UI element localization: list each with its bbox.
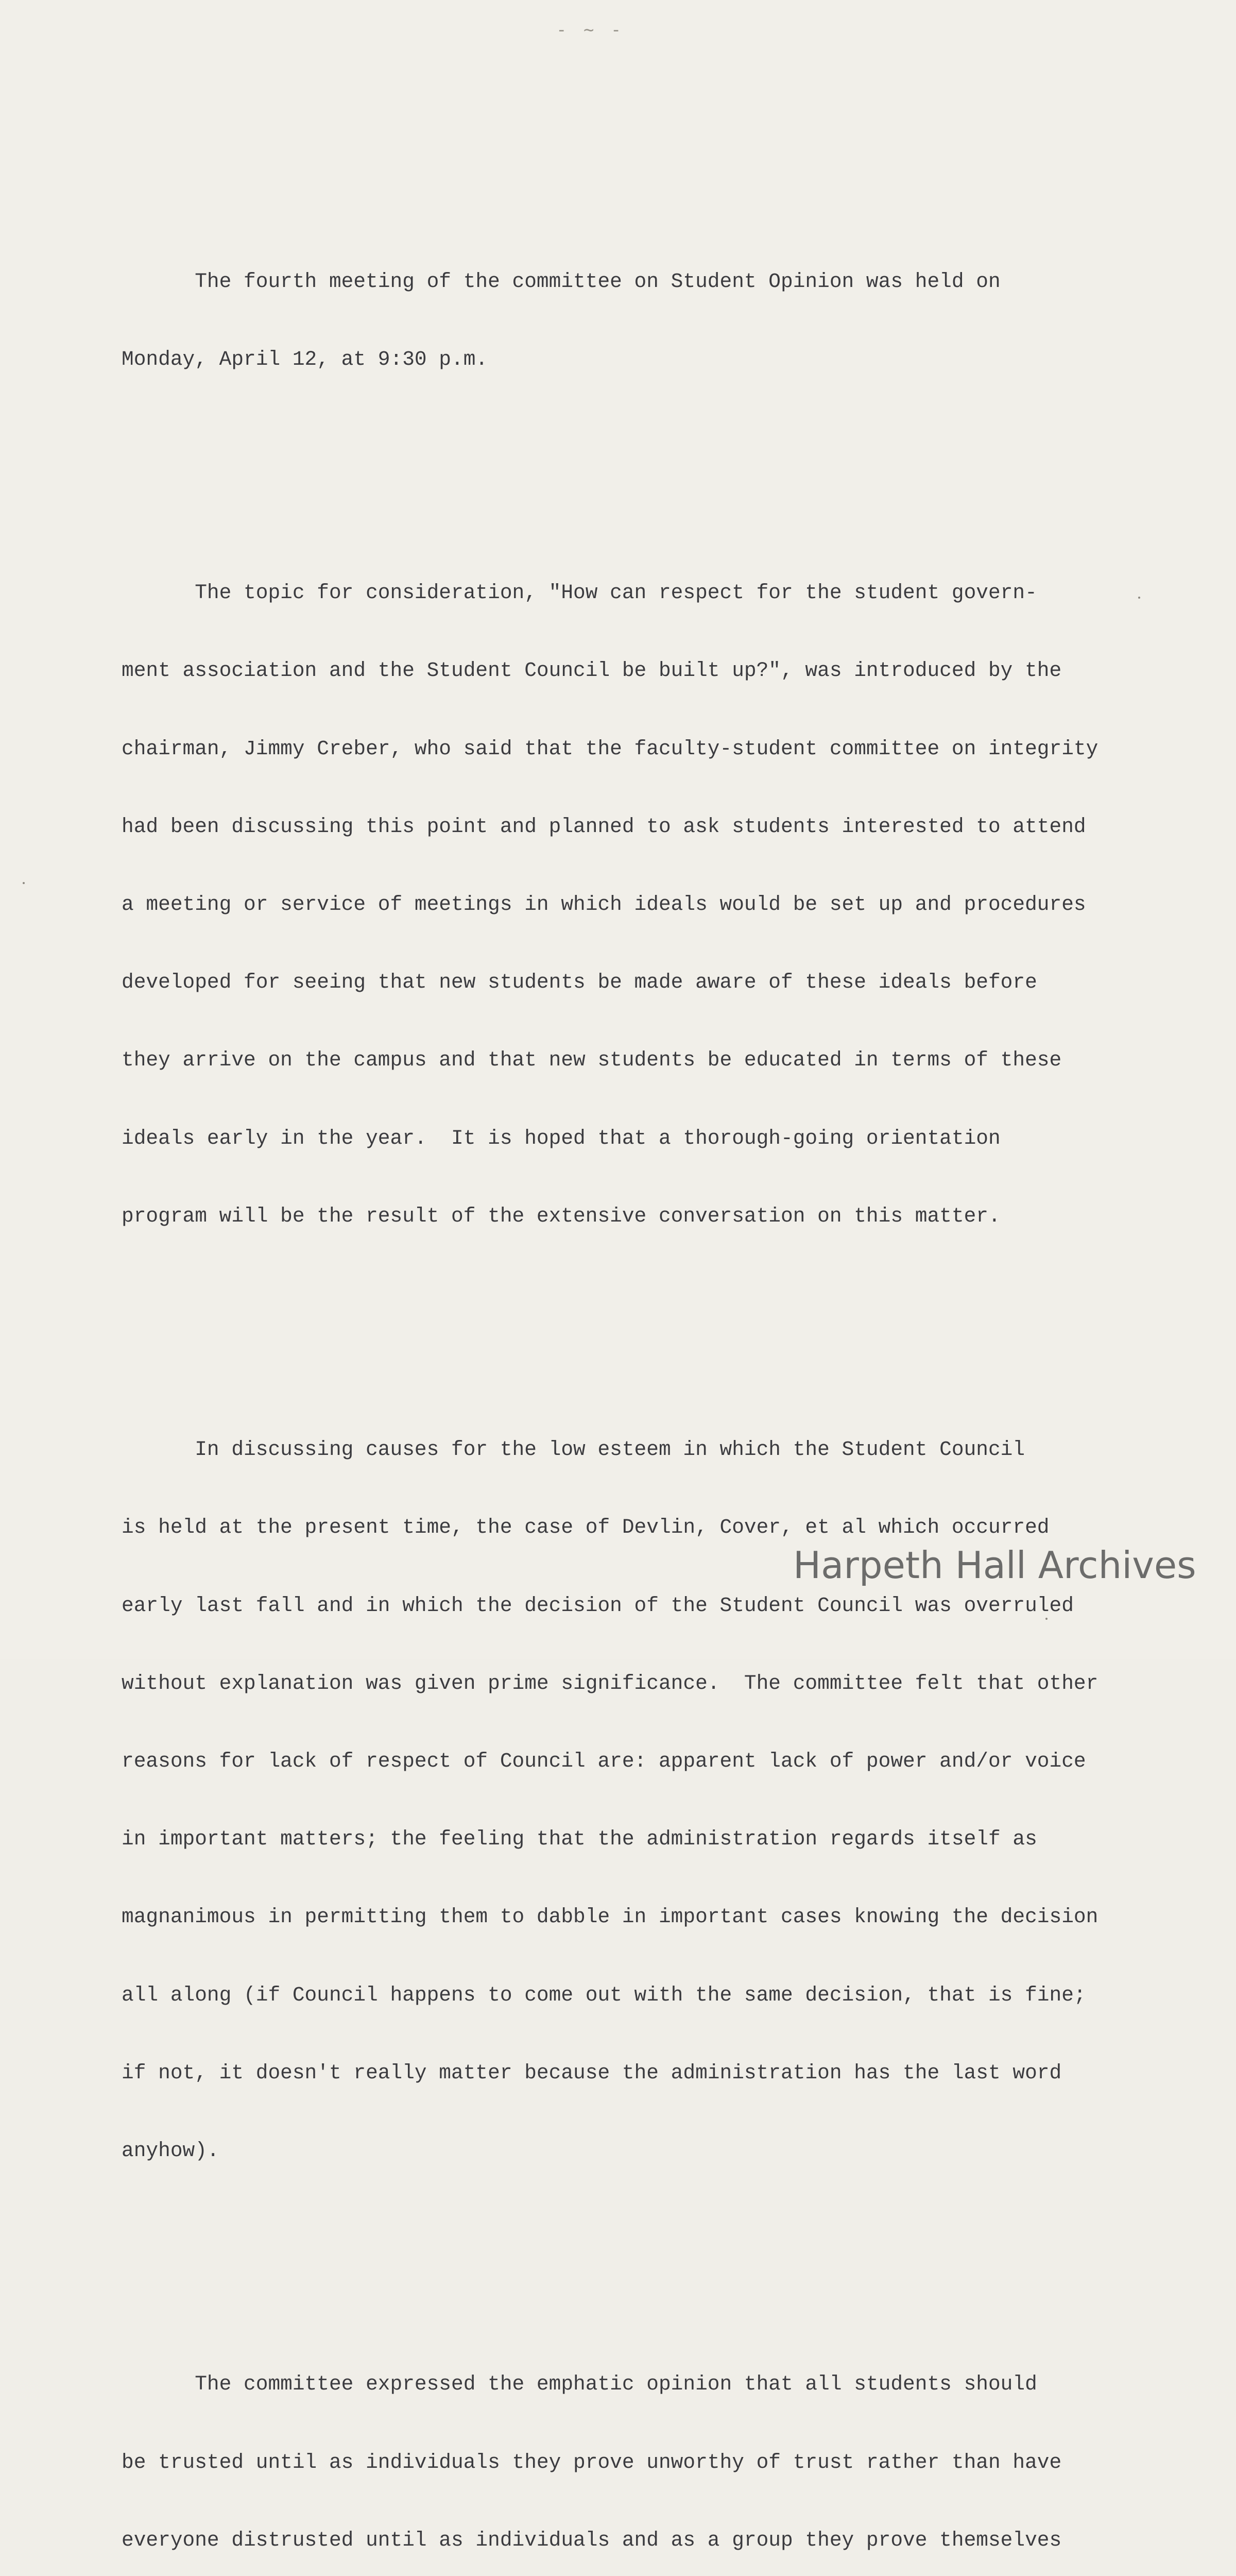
text-line: reasons for lack of respect of Council are: apparent lack of power and/or voice xyxy=(122,1749,1172,1774)
text-line: ideals early in the year. It is hoped that a thorough-going orientation xyxy=(122,1126,1172,1151)
text-line: The topic for consideration, "How can respect for the student govern- xyxy=(122,580,1172,606)
document-body xyxy=(122,165,1172,2576)
text-line: The fourth meeting of the committee on Student Opinion was held on xyxy=(122,269,1172,295)
text-line: if not, it doesn't really matter because the administration has the last word xyxy=(122,2060,1172,2086)
text-line: they arrive on the campus and that new students be educated in terms of these xyxy=(122,1047,1172,1073)
text-line: anyhow). xyxy=(122,2138,1172,2164)
text-line: had been discussing this point and planned to ask students interested to attend xyxy=(122,814,1172,840)
paragraph-trust xyxy=(122,2320,1172,2576)
paper-speck xyxy=(1138,597,1140,599)
text-line: in important matters; the feeling that the administration regards itself as xyxy=(122,1826,1172,1852)
text-line: chairman, Jimmy Creber, who said that the faculty-student committee on integrity xyxy=(122,736,1172,762)
text-line: program will be the result of the extensive conversation on this matter. xyxy=(122,1204,1172,1229)
paper-speck xyxy=(1045,1618,1048,1620)
text-line: In discussing causes for the low esteem in which the Student Council xyxy=(122,1437,1172,1463)
text-line: is held at the present time, the case of Devlin, Cover, et al which occurred xyxy=(122,1515,1172,1540)
text-line: The committee expressed the emphatic opinion that all students should xyxy=(122,2371,1172,2397)
text-line: a meeting or service of meetings in which ideals would be set up and procedures xyxy=(122,892,1172,918)
text-line: without explanation was given prime significance. The committee felt that other xyxy=(122,1671,1172,1697)
page-top-mark: - ~ - xyxy=(556,20,624,40)
text-line: developed for seeing that new students be made aware of these ideals before xyxy=(122,970,1172,995)
paragraph-topic xyxy=(122,528,1172,1281)
text-line: early last fall and in which the decision of the Student Council was overruled xyxy=(122,1593,1172,1619)
archive-watermark: Harpeth Hall Archives xyxy=(793,1544,1196,1587)
text-line: magnanimous in permitting them to dabble in important cases knowing the decision xyxy=(122,1904,1172,1930)
text-line: Monday, April 12, at 9:30 p.m. xyxy=(122,347,1172,372)
text-line: everyone distrusted until as individuals and as a group they prove themselves xyxy=(122,2528,1172,2553)
text-line: all along (if Council happens to come out with the same decision, that is fine; xyxy=(122,1982,1172,2008)
paragraph-meeting-intro xyxy=(122,217,1172,425)
paragraph-low-esteem xyxy=(122,1385,1172,2216)
text-line: ment association and the Student Council be built up?", was introduced by the xyxy=(122,658,1172,684)
text-line: be trusted until as individuals they prove unworthy of trust rather than have xyxy=(122,2450,1172,2476)
paper-speck xyxy=(23,882,25,884)
